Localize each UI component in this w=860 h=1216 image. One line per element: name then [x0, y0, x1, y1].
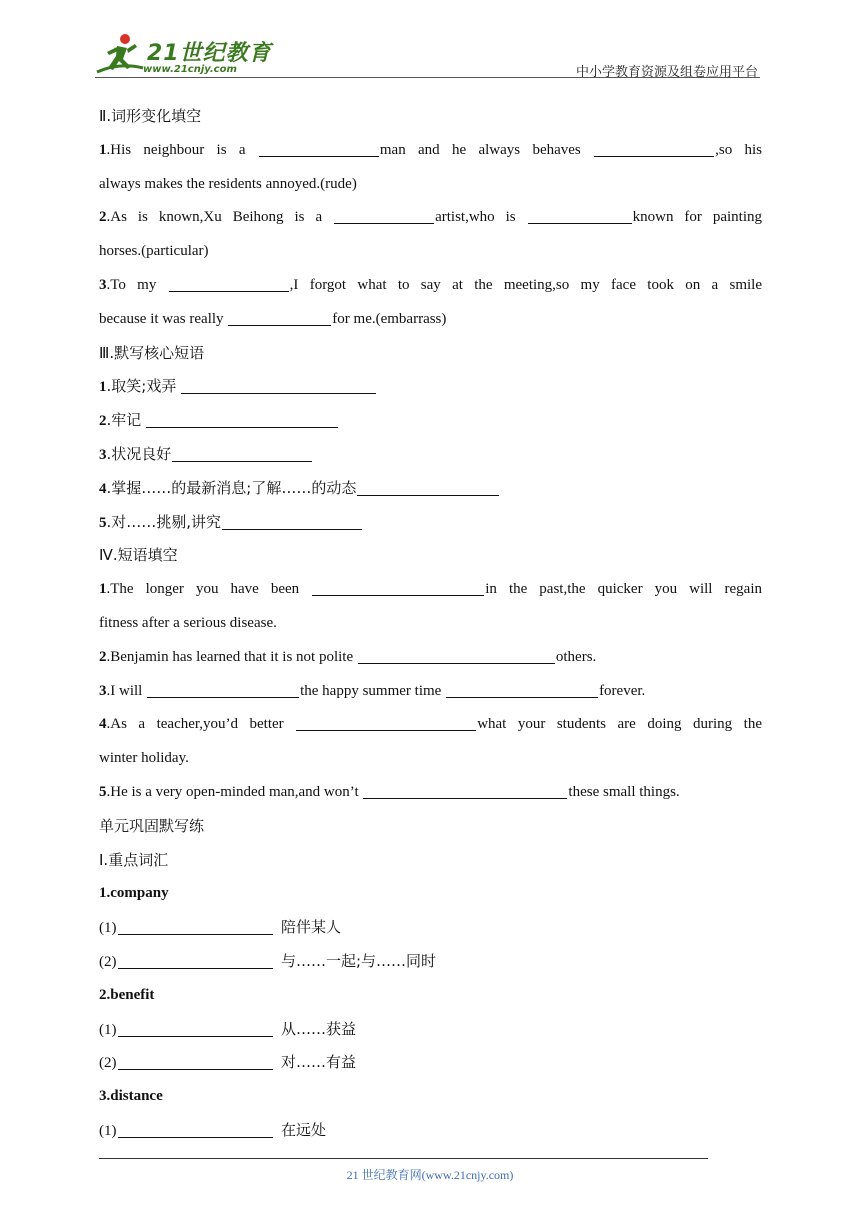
item-index: (1)	[99, 1021, 117, 1038]
logo	[95, 30, 295, 78]
vocab-meaning: 与……一起;与……同时	[281, 951, 437, 970]
question-number: 1	[99, 885, 107, 902]
question-line	[99, 168, 762, 202]
answer-blank[interactable]	[334, 207, 434, 224]
phrase-text: .状况良好	[106, 444, 172, 463]
phrase-line	[99, 370, 762, 404]
answer-blank[interactable]	[259, 140, 379, 157]
vocab-item	[99, 911, 762, 945]
section-title: Ⅳ.短语填空	[99, 546, 178, 565]
question-line	[99, 269, 762, 303]
question-number: 5	[99, 514, 107, 531]
phrase-text: .对……挑剔,讲究	[106, 512, 222, 531]
brand-site: www.21cnjy.com	[143, 64, 237, 75]
answer-blank[interactable]	[118, 952, 273, 969]
vocab-headword: .company	[106, 885, 169, 902]
vocab-meaning: 陪伴某人	[281, 918, 342, 937]
question-text: in the past,the quicker you will regain	[485, 581, 762, 598]
question-text: man and he always behaves	[379, 141, 581, 158]
phrase-line	[99, 438, 762, 472]
question-text: .Benjamin has learned that it is not polite	[106, 648, 354, 665]
question-text: winter holiday.	[99, 750, 189, 767]
answer-blank[interactable]	[296, 714, 476, 731]
answer-blank[interactable]	[118, 1020, 273, 1037]
vocab-word	[99, 1080, 762, 1114]
footer-divider	[99, 1158, 708, 1159]
question-text: forever.	[599, 682, 646, 699]
question-text: for me.(embarrass)	[332, 310, 447, 327]
answer-blank[interactable]	[363, 782, 567, 799]
question-line	[99, 134, 762, 168]
question-text: known for painting	[632, 209, 763, 226]
answer-blank[interactable]	[181, 377, 376, 394]
question-line	[99, 742, 762, 776]
answer-blank[interactable]	[118, 1121, 273, 1138]
vocab-item	[99, 1046, 762, 1080]
phrase-line	[99, 506, 762, 540]
question-number: 1	[99, 581, 107, 598]
question-number: 4	[99, 480, 107, 497]
runner-logo-icon	[95, 32, 145, 76]
answer-blank[interactable]	[528, 207, 632, 224]
question-line	[99, 235, 762, 269]
question-number: 4	[99, 716, 107, 733]
vocab-word	[99, 877, 762, 911]
header-tagline: 中小学教育资源及组卷应用平台	[575, 65, 758, 80]
phrase-line	[99, 472, 762, 506]
question-text: .To my	[106, 276, 157, 293]
answer-blank[interactable]	[118, 918, 273, 935]
question-number: 3	[99, 682, 107, 699]
section-title: Ⅱ.词形变化填空	[99, 107, 202, 125]
question-text: .The longer you have been	[106, 581, 300, 598]
question-number: 1	[99, 141, 107, 158]
item-index: (2)	[99, 1055, 117, 1072]
page-header	[95, 30, 760, 80]
vocab-word	[99, 979, 762, 1013]
question-number: 2	[99, 986, 107, 1003]
vocab-headword: .distance	[106, 1088, 163, 1105]
question-text: always makes the residents annoyed.(rude)	[99, 175, 357, 192]
question-text: artist,who is	[435, 209, 516, 226]
question-number: 3	[99, 446, 107, 463]
item-index: (1)	[99, 920, 117, 937]
question-number: 5	[99, 783, 107, 800]
item-index: (1)	[99, 1122, 117, 1139]
answer-blank[interactable]	[228, 309, 331, 326]
answer-blank[interactable]	[147, 681, 299, 698]
phrase-text: .牢记	[106, 411, 142, 430]
question-number: 1	[99, 379, 107, 396]
question-text: fitness after a serious disease.	[99, 614, 277, 631]
answer-blank[interactable]	[222, 513, 362, 530]
worksheet-content	[99, 100, 762, 1148]
question-text: what your students are doing during the	[477, 716, 762, 733]
question-text: the happy summer time	[300, 682, 442, 699]
vocab-meaning: 从……获益	[281, 1019, 357, 1038]
question-number: 3	[99, 1088, 107, 1105]
unit-title: 单元巩固默写练	[99, 816, 205, 835]
header-divider	[95, 77, 760, 78]
section-title: Ⅲ.默写核心短语	[99, 343, 205, 362]
question-line	[99, 607, 762, 641]
answer-blank[interactable]	[594, 140, 714, 157]
question-text: horses.(particular)	[99, 243, 209, 260]
vocab-item	[99, 1013, 762, 1047]
phrase-text: .取笑;戏弄	[106, 377, 177, 396]
question-line	[99, 675, 762, 709]
question-line	[99, 573, 762, 607]
vocab-item	[99, 945, 762, 979]
answer-blank[interactable]	[312, 579, 484, 596]
vocab-headword: .benefit	[106, 986, 155, 1003]
answer-blank[interactable]	[169, 275, 289, 292]
section-title: Ⅰ.重点词汇	[99, 850, 169, 869]
question-text: these small things.	[568, 783, 680, 800]
question-text: .His neighbour is a	[106, 141, 246, 158]
question-text: others.	[555, 648, 597, 665]
question-text: .As a teacher,you’d better	[106, 716, 284, 733]
vocab-meaning: 在远处	[281, 1120, 327, 1139]
item-index: (2)	[99, 953, 117, 970]
question-line	[99, 201, 762, 235]
phrase-text: .掌握……的最新消息;了解……的动态	[106, 478, 357, 497]
answer-blank[interactable]	[172, 445, 312, 462]
answer-blank[interactable]	[357, 479, 499, 496]
vocab-meaning: 对……有益	[281, 1053, 357, 1072]
question-number: 3	[99, 276, 107, 293]
vocab-item	[99, 1114, 762, 1148]
page-footer[interactable]: 21 世纪教育网(www.21cnjy.com)	[346, 1168, 514, 1182]
answer-blank[interactable]	[446, 681, 598, 698]
question-line	[99, 776, 762, 810]
answer-blank[interactable]	[118, 1053, 273, 1070]
question-number: 2	[99, 648, 107, 665]
answer-blank[interactable]	[358, 647, 555, 664]
answer-blank[interactable]	[146, 411, 338, 428]
question-text: ,so his	[715, 141, 763, 158]
question-text: ,I forgot what to say at the meeting,so my face took on a smile	[289, 276, 763, 293]
question-text: .He is a very open-minded man,and won’t	[106, 783, 359, 800]
question-number: 2	[99, 209, 107, 226]
phrase-line	[99, 404, 762, 438]
question-text: .As is known,Xu Beihong is a	[106, 209, 323, 226]
question-text: because it was really	[99, 310, 224, 327]
brand-name: 21世纪教育	[147, 41, 272, 66]
question-line	[99, 641, 762, 675]
question-line	[99, 708, 762, 742]
question-text: .I will	[106, 682, 143, 699]
question-line	[99, 303, 762, 337]
question-number: 2	[99, 413, 107, 430]
